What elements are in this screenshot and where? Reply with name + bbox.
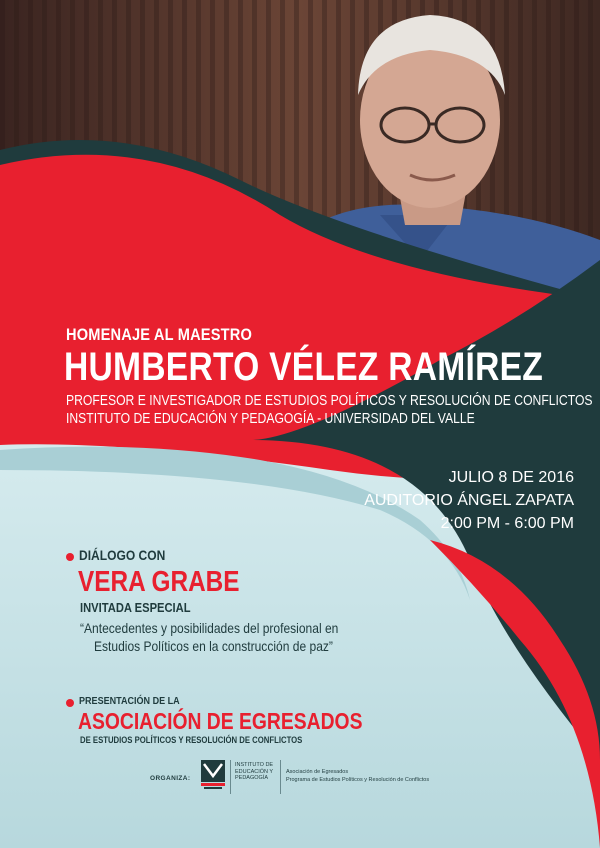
footer-divider <box>230 760 231 794</box>
institute-logo-text <box>235 762 285 782</box>
guest-name: VERA GRABE <box>78 566 240 598</box>
association-subtitle: DE ESTUDIOS POLÍTICOS Y RESOLUCIÓN DE CONFLICTOS <box>80 735 303 745</box>
assoc-logo-line-2: Programa de Estudios Políticos y Resolución de Conflictos <box>286 777 430 783</box>
honoree-subtitle-2: INSTITUTO DE EDUCACIÓN Y PEDAGOGÍA - UNIVERSIDAD DEL VALLE <box>66 411 475 427</box>
presentation-label: PRESENTACIÓN DE LA <box>79 695 180 707</box>
institute-line-3: PEDAGOGÍA <box>235 775 269 781</box>
univalle-logo-icon <box>201 760 225 790</box>
dialogue-quote-line-2: Estudios Políticos en la construcción de paz” <box>94 638 333 654</box>
event-time: 2:00 PM - 6:00 PM <box>440 515 574 532</box>
event-date: JULIO 8 DE 2016 <box>448 469 574 486</box>
institute-line-2: EDUCACIÓN Y <box>235 768 274 775</box>
association-logo-text <box>286 768 429 784</box>
dialogue-label: DIÁLOGO CON <box>79 547 166 563</box>
footer-divider <box>280 760 281 794</box>
organiza-label: ORGANIZA: <box>150 775 191 782</box>
bullet-dot-icon <box>66 699 74 707</box>
event-place: AUDITORIO ÁNGEL ZAPATA <box>364 492 574 509</box>
institute-line-1: INSTITUTO DE <box>235 762 274 768</box>
homenaje-label: HOMENAJE AL MAESTRO <box>66 325 253 344</box>
assoc-logo-line-1: Asociación de Egresados <box>286 769 349 775</box>
honoree-name: HUMBERTO VÉLEZ RAMÍREZ <box>64 345 544 389</box>
dialogue-quote-line-1: “Antecedentes y posibilidades del profesional en <box>80 620 339 636</box>
honoree-subtitle-1: PROFESOR E INVESTIGADOR DE ESTUDIOS POLÍTICOS Y RESOLUCIÓN DE CONFLICTOS <box>66 393 593 409</box>
bullet-dot-icon <box>66 553 74 561</box>
guest-role: INVITADA ESPECIAL <box>80 600 191 615</box>
association-title: ASOCIACIÓN DE EGRESADOS <box>78 708 363 734</box>
